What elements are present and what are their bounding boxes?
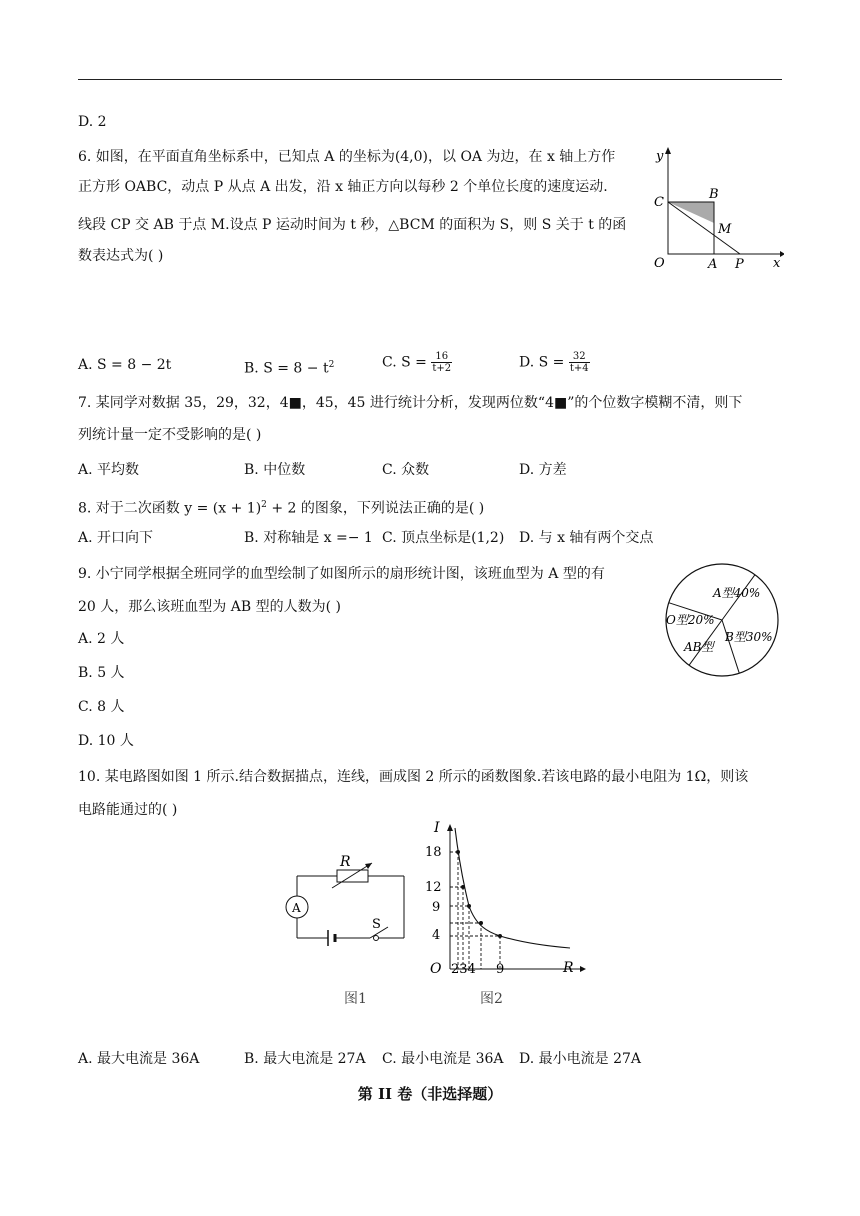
q6-line-4: 数表达式为( ) — [78, 248, 164, 264]
q10-graph-ytick-4: 4 — [432, 928, 441, 943]
q10-resistor-arrowhead — [365, 863, 372, 869]
q10-line-2: 电路能通过的( ) — [78, 802, 178, 818]
q10-option-d: D. 最小电流是 27A — [519, 1051, 642, 1067]
q10-figure-2-caption: 图2 — [480, 991, 503, 1007]
q10-graph-ytick-9: 9 — [432, 900, 441, 915]
q10-graph-xtick-9: 9 — [496, 962, 505, 977]
q6-option-d-denominator: t+4 — [569, 363, 589, 374]
q10-line-1: 10. 某电路图如图 1 所示.结合数据描点，连线，画成图 2 所示的函数图象.若该电路的最小电阻为 1Ω，则该 — [78, 769, 749, 785]
q9-pie-label-o: O型20% — [666, 613, 715, 627]
q7-line-2: 列统计量一定不受影响的是( ) — [78, 427, 262, 443]
q8-option-a: A. 开口向下 — [78, 530, 154, 546]
q9-pie-label-b: B型30% — [725, 630, 773, 644]
q10-option-b: B. 最大电流是 27A — [244, 1051, 366, 1067]
q6-option-b-text: B. S = 8 − t — [244, 360, 329, 377]
q6-label-x: x — [773, 256, 781, 271]
q10-graph-point-2-18 — [456, 850, 460, 854]
q6-label-y: y — [656, 149, 664, 164]
q6-option-d-fraction — [569, 351, 590, 374]
q7-option-c: C. 众数 — [382, 462, 430, 478]
q8-option-c: C. 顶点坐标是(1,2) — [382, 530, 505, 546]
q9-pie-label-a: A型40% — [713, 586, 761, 600]
q9-pie-chart — [660, 558, 784, 682]
q9-option-d: D. 10 人 — [78, 733, 134, 749]
q10-figure-1-caption: 图1 — [344, 991, 367, 1007]
prev-option-d: D. 2 — [78, 114, 107, 130]
q7-option-a: A. 平均数 — [78, 462, 140, 478]
q10-graph-ytick-12: 12 — [425, 880, 442, 895]
q10-graph-ytick-18: 18 — [425, 845, 442, 860]
q10-graph-point-6-6 — [479, 921, 483, 925]
q6-line-3: 线段 CP 交 AB 于点 M.设点 P 运动时间为 t 秒，△BCM 的面积为 S，则 S 关于 t 的函 — [78, 217, 627, 233]
q6-option-d-numerator: 32 — [569, 351, 590, 363]
section-title: 第 II 卷（非选择题） — [357, 1085, 503, 1103]
q6-label-o: O — [654, 256, 665, 271]
q6-option-d — [519, 351, 590, 374]
q10-graph-i-arrow — [447, 824, 453, 831]
q10-option-c: C. 最小电流是 36A — [382, 1051, 504, 1067]
q6-option-c-fraction — [431, 351, 452, 374]
q6-option-c-numerator: 16 — [431, 351, 452, 363]
q8-option-d: D. 与 x 轴有两个交点 — [519, 530, 654, 546]
q6-x-arrow — [780, 251, 784, 257]
q6-label-a: A — [708, 257, 718, 272]
q9-pie-divider-4 — [722, 620, 739, 673]
q6-option-b-sup: 2 — [328, 360, 335, 370]
q7-line-1: 7. 某同学对数据 35，29，32，4■，45，45 进行统计分析，发现两位数“4■”的个位数字模糊不清，则下 — [78, 395, 743, 411]
q6-y-arrow — [665, 147, 671, 154]
q7-option-d: D. 方差 — [519, 462, 567, 478]
q10-graph-r-arrow — [580, 966, 586, 972]
q8-stem-prefix: 8. 对于二次函数 y = (x + 1) — [78, 500, 262, 517]
q10-ammeter-label: A — [292, 901, 301, 915]
q6-option-a: A. S = 8 − 2t — [78, 357, 172, 373]
q6-line-2: 正方形 OABC，动点 P 从点 A 出发，沿 x 轴正方向以每秒 2 个单位长度的速度运动. — [78, 179, 608, 195]
q10-figure-2-graph — [420, 818, 588, 1008]
q9-line-2: 20 人，那么该班血型为 AB 型的人数为( ) — [78, 599, 341, 615]
q10-option-a: A. 最大电流是 36A — [78, 1051, 200, 1067]
q10-label-r: R — [340, 854, 351, 870]
q9-option-c: C. 8 人 — [78, 699, 125, 715]
q10-resistor — [337, 870, 368, 882]
q9-pie-label-ab: AB型 — [684, 640, 714, 654]
q10-graph-guide-lines — [450, 852, 500, 969]
q9-option-b: B. 5 人 — [78, 665, 125, 681]
q10-graph-label-r: R — [563, 960, 574, 976]
q6-option-b — [244, 355, 334, 379]
q6-label-b: B — [709, 187, 719, 202]
q6-label-p: P — [735, 257, 744, 272]
q6-option-c — [382, 351, 452, 374]
q6-option-d-text: D. S = — [519, 354, 569, 371]
q10-graph-point-3-12 — [461, 885, 465, 889]
q6-label-c: C — [654, 195, 664, 210]
q10-graph-label-i: I — [434, 820, 440, 836]
q10-graph-point-9-4 — [498, 934, 502, 938]
q6-option-c-denominator: t+2 — [432, 363, 452, 374]
q6-line-1: 6. 如图，在平面直角坐标系中，已知点 A 的坐标为(4,0)，以 OA 为边，在 x 轴上方作 — [78, 149, 616, 165]
q8-stem-suffix: + 2 的图象，下列说法正确的是( ) — [266, 500, 485, 517]
q10-graph-point-4-9 — [467, 904, 471, 908]
q10-graph-label-o: O — [430, 961, 442, 977]
q10-label-s: S — [372, 917, 381, 932]
q10-graph-xtick-234: 234 — [451, 962, 476, 977]
q10-figure-1-circuit — [280, 848, 420, 1008]
q6-shaded-triangle — [668, 202, 714, 223]
q9-line-1: 9. 小宁同学根据全班同学的血型绘制了如图所示的扇形统计图，该班血型为 A 型的有 — [78, 566, 605, 582]
header-rule — [78, 79, 782, 80]
q8-option-b: B. 对称轴是 x =− 1 — [244, 530, 373, 546]
q9-option-a: A. 2 人 — [78, 631, 125, 647]
q8-stem — [78, 495, 484, 519]
q6-label-m: M — [718, 222, 732, 237]
q8-stem-sup: 2 — [261, 500, 267, 510]
q6-figure — [646, 142, 784, 272]
q10-graph-curve — [455, 828, 570, 948]
q7-option-b: B. 中位数 — [244, 462, 306, 478]
q10-switch-contact — [374, 936, 379, 941]
q6-option-c-text: C. S = — [382, 354, 432, 371]
